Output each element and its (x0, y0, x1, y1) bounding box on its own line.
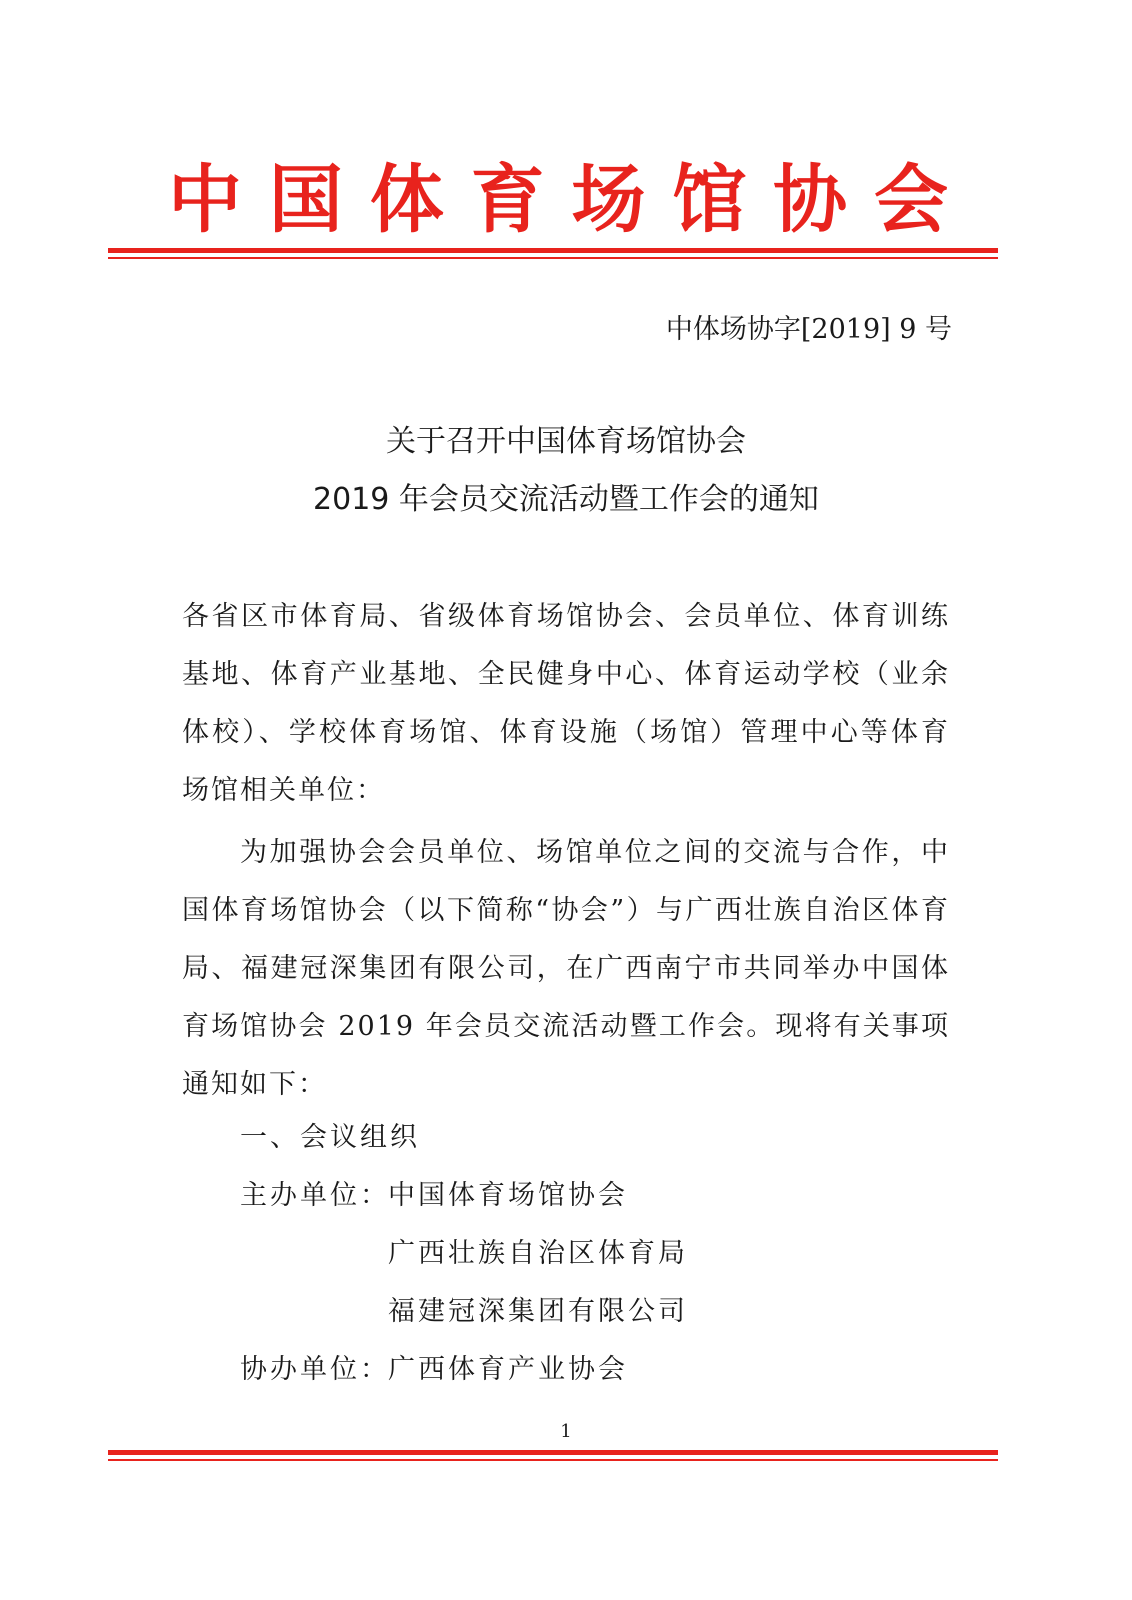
notice-title-line2: 2019 年会员交流活动暨工作会的通知 (313, 482, 819, 517)
footer-rule-thin (108, 1459, 998, 1461)
letterhead-rule-thin (108, 257, 998, 259)
footer-rule-thick (108, 1450, 998, 1455)
organizers-label: 主办单位： (240, 1180, 390, 1211)
letterhead-rule-thick (108, 248, 998, 253)
organizer-item: 福建冠深集团有限公司 (388, 1296, 688, 1327)
co-organizers-label: 协办单位： (240, 1354, 390, 1385)
intro-paragraph: 为加强协会会员单位、场馆单位之间的交流与合作，中国体育场馆协会（以下简称“协会”）与广西壮族自治区体育局、福建冠深集团有限公司，在广西南宁市共同举办中国体育场馆协会 2019 年会员交流活动暨工作会。现将有关事项通知如下： (182, 837, 950, 1100)
page-number: 1 (560, 1421, 572, 1442)
notice-title-line1: 关于召开中国体育场馆协会 (386, 424, 746, 459)
section-heading: 一、会议组织 (240, 1122, 420, 1153)
addressees-paragraph: 各省区市体育局、省级体育场馆协会、会员单位、体育训练基地、体育产业基地、全民健身中心、体育运动学校（业余体校）、学校体育场馆、体育设施（场馆）管理中心等体育场馆相关单位： (182, 601, 950, 806)
co-organizer-item: 广西体育产业协会 (388, 1354, 628, 1385)
document-number: 中体场协字[2019] 9 号 (665, 314, 952, 345)
organizer-item: 中国体育场馆协会 (388, 1180, 628, 1211)
organizer-item: 广西壮族自治区体育局 (388, 1238, 688, 1269)
letterhead-org-name: 中国体育场馆协会 (168, 157, 948, 243)
